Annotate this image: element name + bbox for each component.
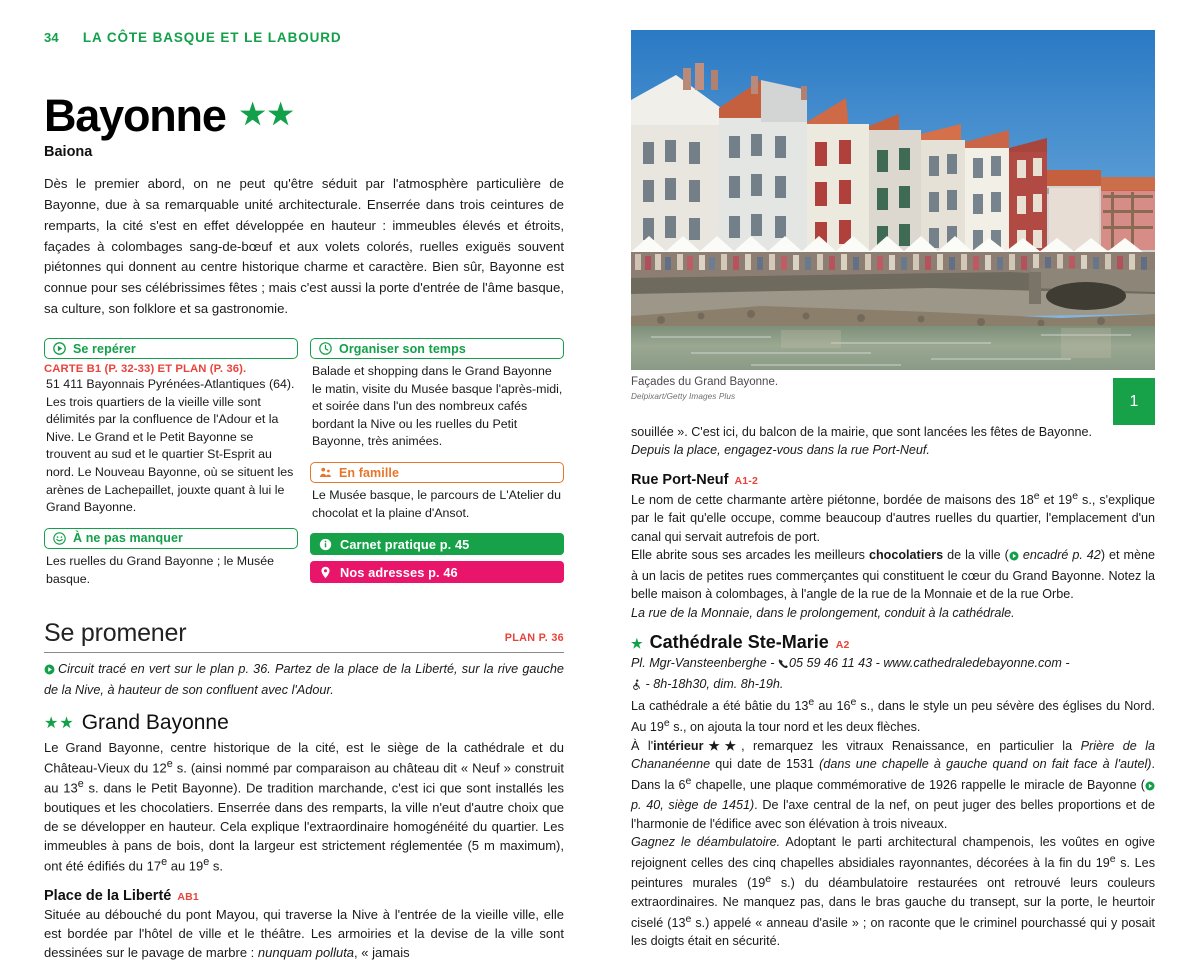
cat3-b: s. Les peintures murales (19 bbox=[631, 855, 1155, 891]
cont-text: souillée ». C'est ici, du balcon de la mairie, que sont lancées les fêtes de Bayonne. bbox=[631, 424, 1092, 439]
se-reperer-header bbox=[44, 338, 298, 359]
cat3-d: s.) appelé « anneau d'asile » ; on raconte que le criminel pourchassé qui y posait les doigts était en sécurité. bbox=[631, 915, 1155, 949]
cat1-s1: e bbox=[808, 696, 815, 709]
cathedrale-heading-text: Cathédrale Ste-Marie bbox=[649, 632, 829, 653]
cat1-d: s., on ajouta la tour nord et les deux flèches. bbox=[669, 720, 921, 735]
cat2-sup: e bbox=[685, 774, 692, 787]
photo-caption: Façades du Grand Bayonne. bbox=[631, 376, 779, 388]
carnet-pratique-label: Carnet pratique p. 45 bbox=[340, 536, 470, 552]
gb-t4: au 19 bbox=[167, 858, 204, 874]
page-title bbox=[44, 90, 564, 141]
rue-port-neuf-heading bbox=[631, 472, 1155, 488]
pl-a: Située au débouché du pont Mayou, qui traverse la Nive à l'entrée de la vieille ville, elle est bordée par l'hôtel de ville et le théâtre. Les armoiries et la devise de la ville sont dessinées sur le pavage de marbre : bbox=[44, 906, 564, 960]
grand-bayonne-heading-text: Grand Bayonne bbox=[81, 710, 229, 734]
cont-italic: Depuis la place, engagez-vous dans la rue Port-Neuf. bbox=[631, 443, 930, 458]
cat1-b: au 16 bbox=[814, 699, 851, 714]
cat2-a: À l' bbox=[631, 738, 654, 753]
chapter-tab-number: 1 bbox=[1129, 392, 1139, 410]
info-boxes bbox=[44, 338, 564, 599]
green-arrow-icon bbox=[1009, 548, 1019, 567]
cathedrale-stars-icon: ★ bbox=[631, 636, 643, 652]
wheelchair-access-icon bbox=[631, 677, 642, 696]
rpn-s2: e bbox=[1072, 489, 1079, 502]
rpn-b: et 19 bbox=[1039, 492, 1073, 507]
page-number: 34 bbox=[44, 30, 59, 45]
a-ne-pas-manquer-body: Les ruelles du Grand Bayonne ; le Musée basque. bbox=[46, 553, 274, 586]
pl-b: , « jamais bbox=[354, 944, 410, 960]
town-name: Bayonne bbox=[44, 90, 226, 141]
rue-port-neuf-p3: La rue de la Monnaie, dans le prolongement, conduit à la cathédrale. bbox=[631, 605, 1015, 620]
organiser-son-temps-body: Balade et shopping dans le Grand Bayonne le matin, visite du Musée basque l'après-midi, et soirée dans l'un des nombreux cafés bordant la Nive ou les ruelles du Petit Bayonne, très animées. bbox=[312, 364, 563, 449]
carnet-pratique-button[interactable] bbox=[310, 533, 564, 555]
rue-port-neuf-map-ref: A1-2 bbox=[734, 474, 759, 487]
pl-latin: nunquam polluta bbox=[257, 944, 355, 960]
cp-3: - 8h-18h30, dim. 8h-19h. bbox=[642, 676, 784, 691]
photo-credit: Delpixart/Getty Images Plus bbox=[631, 391, 736, 401]
cat3-c: s.) du déambulatoire restaurées ont retrouvé leurs couleurs extraordinaires. Ne manquez pas, dans le bras gauche du transept, sur la porte, le heurtoir ciselé (13 bbox=[631, 876, 1155, 930]
grand-bayonne-body bbox=[44, 738, 564, 876]
gb-t2: s. (ainsi nommé par comparaison au château dit « Neuf » construit au 13 bbox=[44, 760, 564, 796]
cathedrale-map-ref: A2 bbox=[835, 639, 850, 652]
section-title: Se promener bbox=[44, 619, 187, 648]
cathedrale-p2 bbox=[631, 737, 1155, 834]
a-ne-pas-manquer-title: À ne pas manquer bbox=[73, 531, 183, 546]
chapter-tab bbox=[1113, 378, 1155, 425]
cat1-c: s., dans le style un peu sévère des églises du Nord. Au 19 bbox=[631, 699, 1156, 735]
gb-t3: s. dans le Petit Bayonne). De tradition marchande, c'est ici que sont installés les boutiques et les chocolatiers. Enserrée dans des remparts, la ville n'eut d'autre choix que de se développer en hauteur. Cela explique l'extraordinaire homogénéité du quartier. Les immeubles à pans de bois, dont la largeur est strictement réglementée (5 m maximum), ont été édifiés du 17 bbox=[44, 780, 564, 874]
gb-t5: s. bbox=[209, 858, 224, 874]
section-lead bbox=[44, 660, 564, 699]
se-reperer-map-ref: CARTE B1 (P. 32-33) ET PLAN (P. 36). bbox=[44, 363, 247, 376]
gb-t1: Le Grand Bayonne, centre historique de la cité, est le siège de la cathédrale et du Château-Vieux du 12 bbox=[44, 739, 564, 776]
cat2-it1: Prière de la Chananéenne bbox=[631, 738, 1155, 772]
cathedrale-practical bbox=[631, 654, 1155, 695]
cat1-s2: e bbox=[850, 696, 857, 709]
cat3-a: Adoptant le parti architectural champenois, les voûtes en ogive rejoignent celles des cinq chapelles absidiales rayonnantes, décorées à la fin du 19 bbox=[631, 835, 1155, 870]
clock-icon bbox=[319, 342, 332, 355]
a-ne-pas-manquer-header bbox=[44, 528, 298, 549]
smiley-icon bbox=[53, 532, 66, 545]
cat3-s2: e bbox=[765, 873, 772, 886]
gb-s1: e bbox=[166, 758, 173, 771]
rpn-s1: e bbox=[1033, 489, 1040, 502]
rue-port-neuf-p1 bbox=[631, 489, 1155, 547]
cathedrale-p1 bbox=[631, 695, 1155, 736]
left-column bbox=[44, 30, 564, 962]
rpn2-a: Elle abrite sous ses arcades les meilleurs bbox=[631, 548, 869, 563]
nos-adresses-label: Nos adresses p. 46 bbox=[340, 564, 458, 580]
cat2-bold: intérieur★★ bbox=[653, 738, 742, 753]
town-subtitle: Baiona bbox=[44, 144, 93, 160]
cat2-e: chapelle, une plaque commémorative de 1926 rappelle le miracle de Bayonne ( bbox=[691, 777, 1145, 792]
gb-s4: e bbox=[203, 856, 210, 869]
continued-paragraph bbox=[631, 423, 1155, 460]
cp-phone: 05 59 46 11 43 bbox=[789, 656, 873, 671]
info-column-left bbox=[44, 338, 298, 599]
running-header bbox=[44, 30, 564, 45]
place-liberte-body bbox=[44, 905, 564, 962]
gb-s3: e bbox=[161, 856, 168, 869]
en-famille-body: Le Musée basque, le parcours de L'Atelier du chocolat et la plaine d'Ansot. bbox=[312, 488, 561, 520]
phone-icon bbox=[778, 656, 789, 675]
se-reperer-body: 51 411 Bayonnais Pyrénées-Atlantiques (64). Les trois quartiers de la vieille ville sont délimités par la confluence de l'Adour et la Nive. Le Grand et le Petit Bayonne se trouvent au sud et le quartier St-Esprit au nord. Le Nouveau Bayonne, où se situent les arènes de Lachepaillet, jouxte quant à lui le Grand Bayonne. bbox=[46, 377, 295, 515]
rpn-c: s., s'explique par le fait qu'elle occupe, comme beaucoup d'autres ruelles du quartier, l'emplacement d'un canal qui servait autrefois de port. bbox=[631, 492, 1155, 544]
map-pin-icon bbox=[319, 566, 332, 579]
cathedrale-p3 bbox=[631, 833, 1155, 951]
green-arrow-icon bbox=[44, 662, 55, 680]
rating-stars-icon: ★★ bbox=[239, 99, 296, 131]
nos-adresses-button[interactable] bbox=[310, 561, 564, 583]
cp-2: - www.cathedraledebayonne.com - bbox=[872, 656, 1070, 671]
intro-paragraph: Dès le premier abord, on ne peut qu'être séduit par l'atmosphère particulière de Bayonne, due à sa remarquable unité architecturale. Enserrée dans trois ceintures de remparts, la cité s'est en effet développée en hauteur : immeubles élevés et étroits, façades à colombages sang-de-bœuf et aux volets colorés, ruelles exiguës souvent piétonnes qui donnent au centre historique charme et caractère. Bien sûr, Bayonne est connue pour ses célébrissimes fêtes ; mais c'est aussi la porte d'entrée de l'âme basque, sa culture, son folklore et sa gastronomie. bbox=[44, 176, 564, 317]
family-icon bbox=[319, 466, 332, 479]
cat2-f: . De l'axe central de la nef, on peut juger des belles proportions et de l'harmonie de l'édifice avec son élévation à trois niveaux. bbox=[631, 798, 1155, 831]
rpn2-it: encadré p. 42 bbox=[1022, 548, 1101, 563]
rpn-a: Le nom de cette charmante artère piétonne, bordée de maisons des 18 bbox=[631, 492, 1034, 507]
en-famille-header bbox=[310, 462, 564, 483]
cp-1: Pl. Mgr-Vansteenberghe - bbox=[631, 656, 779, 671]
cat1-s3: e bbox=[663, 716, 670, 729]
photo-grand-bayonne bbox=[631, 30, 1155, 370]
cat2-c: qui date de 1531 bbox=[710, 757, 820, 772]
grand-bayonne-heading bbox=[44, 711, 564, 735]
rue-port-neuf-heading-text: Rue Port-Neuf bbox=[631, 471, 729, 488]
running-title: LA CÔTE BASQUE ET LE LABOURD bbox=[82, 30, 342, 45]
photo-illustration bbox=[631, 30, 1155, 370]
cat2-b: , remarquez les vitraux Renaissance, en particulier la bbox=[741, 738, 1081, 753]
right-body bbox=[631, 423, 1155, 951]
en-famille-title: En famille bbox=[339, 465, 400, 480]
section-lead-text: Circuit tracé en vert sur le plan p. 36. Partez de la place de la Liberté, sur la rive gauche de la Nive, à hauteur de son confluent avec l'Adour. bbox=[44, 662, 564, 697]
gb-s2: e bbox=[77, 778, 84, 791]
cat2-it2: (dans une chapelle à gauche quand on fait face à l'autel) bbox=[819, 757, 1152, 772]
green-arrow-icon bbox=[1145, 778, 1155, 797]
rpn2-b: de la ville ( bbox=[943, 548, 1009, 563]
right-column bbox=[631, 30, 1155, 951]
place-liberte-heading bbox=[44, 888, 564, 904]
section-plan-ref: PLAN P. 36 bbox=[504, 632, 564, 645]
rpn2-c: ) et mène à un lacis de petites rues commerçantes qui constituent le cœur du Grand Bayonne. Notez la belle maison à colombages, à l'angle de la rue de la Monnaie et de la rue Orbe. bbox=[631, 548, 1156, 602]
cat2-d: . Dans la 6 bbox=[631, 757, 1155, 792]
cat2-it3: p. 40, siège de 1451) bbox=[631, 798, 755, 813]
organiser-son-temps-title: Organiser son temps bbox=[339, 341, 466, 356]
cathedrale-heading bbox=[631, 632, 1155, 653]
cat3-it: Gagnez le déambulatoire. bbox=[631, 835, 781, 850]
rpn2-bold: chocolatiers bbox=[868, 548, 944, 563]
place-liberte-map-ref: AB1 bbox=[177, 890, 199, 903]
cat3-s3: e bbox=[685, 912, 692, 925]
section-header bbox=[44, 619, 564, 653]
place-liberte-heading-text: Place de la Liberté bbox=[44, 887, 172, 904]
cat3-s1: e bbox=[1109, 852, 1116, 865]
info-column-right bbox=[310, 338, 564, 599]
se-reperer-title: Se repérer bbox=[73, 341, 136, 356]
organiser-son-temps-header bbox=[310, 338, 564, 359]
info-circle-icon bbox=[319, 538, 332, 551]
compass-arrow-icon bbox=[53, 342, 66, 355]
grand-bayonne-stars-icon: ★★ bbox=[44, 714, 75, 732]
rue-port-neuf-p2 bbox=[631, 546, 1155, 604]
cat1-a: La cathédrale a été bâtie du 13 bbox=[631, 699, 809, 714]
